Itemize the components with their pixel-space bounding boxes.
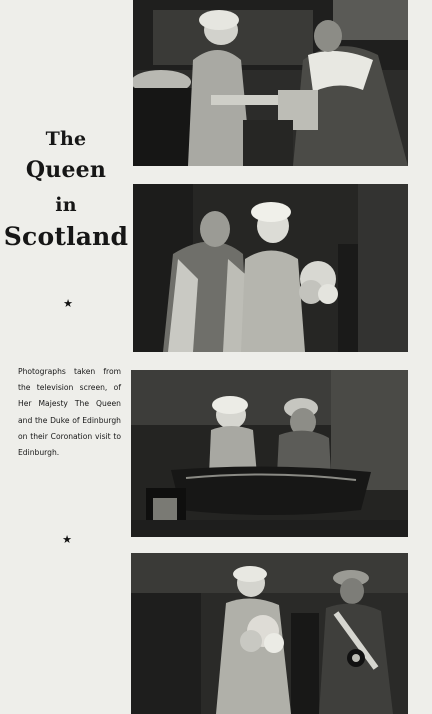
title-line-the: The <box>45 128 87 150</box>
photo-caption: Photographs taken from the television screen, of Her Majesty The Queen and the Duke of Edinburgh on their Coronation visit to Edinburgh. <box>18 367 121 458</box>
photo-queen-smiling-image <box>133 184 408 352</box>
photo-queen-handshake <box>133 0 408 166</box>
photo-queen-bouquet <box>131 553 408 714</box>
star-ornament-top: ★ <box>63 297 73 310</box>
star-ornament-bottom: ★ <box>62 533 72 546</box>
photo-carriage-image <box>131 370 408 537</box>
photo-queen-handshake-image <box>133 0 408 166</box>
photo-queen-bouquet-image <box>131 553 408 714</box>
title-line-queen: Queen <box>25 157 107 183</box>
photo-carriage <box>131 370 408 537</box>
photo-queen-smiling <box>133 184 408 352</box>
title-line-in: in <box>55 194 77 216</box>
title-line-scotland: Scotland <box>3 222 129 251</box>
